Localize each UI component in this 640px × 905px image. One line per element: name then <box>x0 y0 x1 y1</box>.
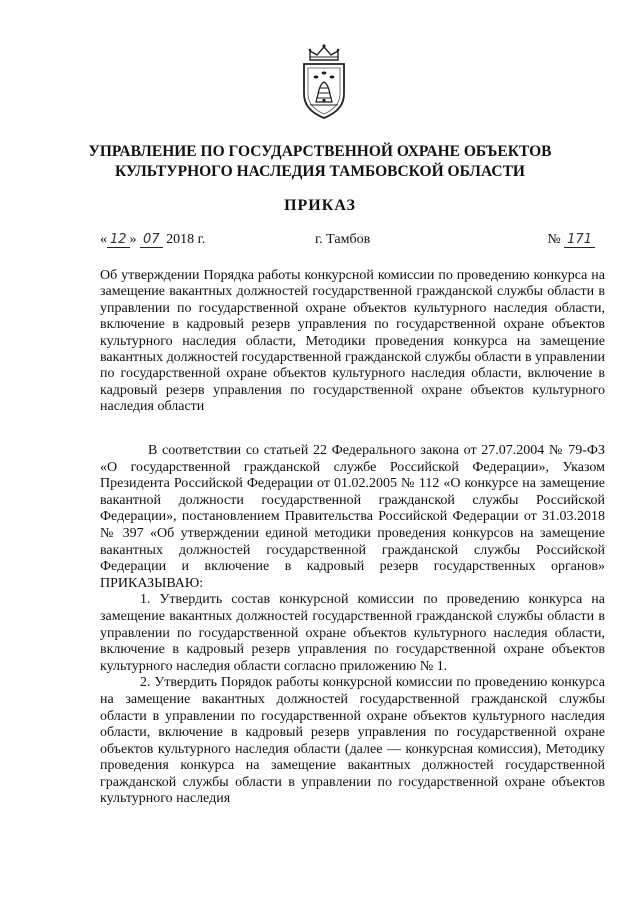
coat-of-arms-emblem <box>296 42 352 122</box>
date-month-handwritten: 07 <box>140 232 163 248</box>
order-number-handwritten: 171 <box>564 232 595 248</box>
order-details-row <box>100 232 595 252</box>
date-quote-open: « <box>100 232 107 247</box>
order-date <box>100 232 205 248</box>
organization-name-line2: КУЛЬТУРНОГО НАСЛЕДИЯ ТАМБОВСКОЙ ОБЛАСТИ <box>115 163 525 180</box>
organization-name <box>80 142 560 182</box>
order-number-label: № <box>547 232 561 247</box>
preamble-paragraph: В соответствии со статьей 22 Федерального закона от 27.07.2004 № 79-ФЗ «О государственной гражданской службе Российской Федерации», Указом Президента Российской Федерации от 01.02.2005 № 112 «О конкурсе на замещение вакантной должности государственной гражданской службы Российской Федерации», постановлением Правительства Российской Федерации от 31.03.2018 № 397 «Об утверждении единой методики проведения конкурсов на замещение вакантных должностей государственной гражданской службы Российской Федерации и включение в кадровый резерв государственных органов» ПРИКАЗЫВАЮ: <box>100 443 605 591</box>
order-number <box>547 232 595 248</box>
date-quote-close: » <box>129 232 137 247</box>
date-day-handwritten: 12 <box>107 232 130 248</box>
order-body <box>100 443 605 808</box>
order-item-2: 2. Утвердить Порядок работы конкурсной комиссии по проведению конкурса на замещение вакантных должностей государственной гражданской службы области в управлении по государственной охране объектов культурного наследия области, включение в кадровый резерв управления по государственной охране объектов культурного наследия области (далее — конкурсная комиссия), Методику проведения конкурса на замещение вакантных должностей государственной гражданской службы области в управлении по государственной охране объектов культурного наследия <box>100 675 605 807</box>
date-year: 2018 г. <box>166 232 206 247</box>
organization-name-line1: УПРАВЛЕНИЕ ПО ГОСУДАРСТВЕННОЙ ОХРАНЕ ОБЪЕКТОВ <box>88 143 552 160</box>
order-title: ПРИКАЗ <box>284 197 356 214</box>
order-subject: Об утверждении Порядка работы конкурсной комиссии по проведению конкурса на замещение вакантных должностей государственной гражданской службы области в управлении по государственной охране объектов культурного наследия области, включение в кадровый резерв управления по государственной охране объектов культурного наследия области, Методики проведения конкурса на замещение вакантных должностей государственной гражданской службы области в управлении по государственной охране объектов культурного наследия области, включение в кадровый резерв управления по государственной охране объектов культурного наследия области <box>100 268 605 415</box>
order-item-1: 1. Утвердить состав конкурсной комиссии по проведению конкурса на замещение вакантных должностей государственной гражданской службы области в управлении по государственной охране объектов культурного наследия области, включение в кадровый резерв управления по государственной охране объектов культурного наследия области согласно приложению № 1. <box>100 592 605 674</box>
order-city: г. Тамбов <box>315 232 371 247</box>
